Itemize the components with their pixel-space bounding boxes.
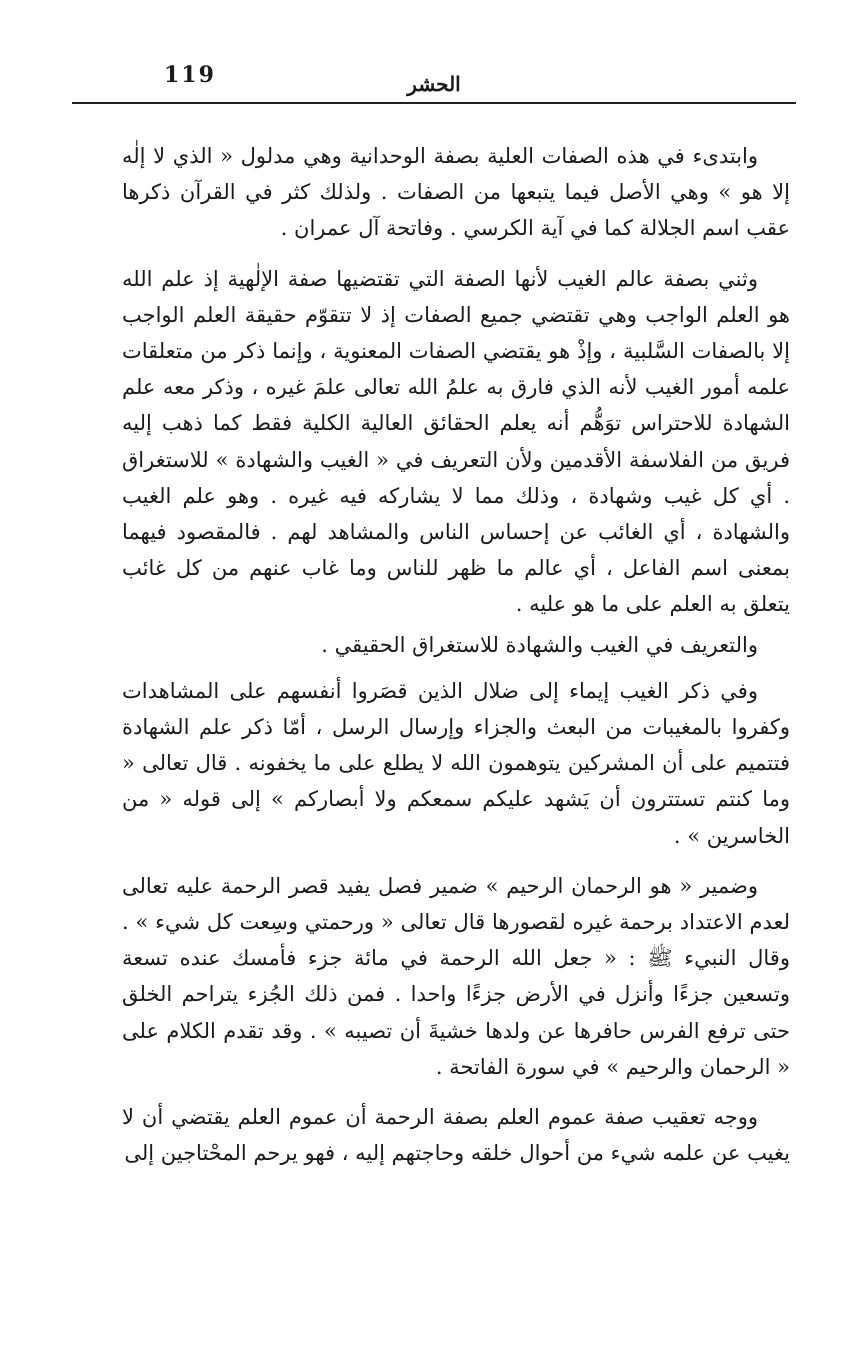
header-rule <box>72 102 796 104</box>
page-number: 119 <box>164 62 216 88</box>
paragraph-4: وفي ذكر الغيب إيماء إلى ضلال الذين قصَروا أنفسهم على المشاهدات وكفروا بالمغيبات من البعث والجزاء وإرسال الرسل ، أمّا ذكر علم الشهادة فتتميم على أن المشركين يتوهمون الله لا يطلع على ما يخفونه . قال تعالى « وما كنتم تستترون أن يَشهد عليكم سمعكم ولا أبصاركم » إلى قوله « من الخاسرين » . <box>122 678 790 848</box>
paragraph-1: وابتدىء في هذه الصفات العلية بصفة الوحدانية وهي مدلول « الذي لا إلٰه إلا هو » وهي الأصل فيما يتبعها من الصفات . ولذلك كثر في القرآن ذكرها عقب اسم الجلالة كما في آية الكرسي . وفاتحة آل عمران . <box>122 144 790 241</box>
paragraph-2: وثني بصفة عالم الغيب لأنها الصفة التي تقتضيها صفة الإلٰهية إذ علم الله هو العلم الواجب وهي تقتضي جميع الصفات إذ لا تتقوّم حقيقة العلم الواجب إلا بالصفات السَّلبية ، وإذْ هو يقتضي الصفات المعنوية ، وإنما ذكر من متعلقات علمه أمور الغيب لأنه الذي فارق به علمُ الله تعالى علمَ غيره ، وذكر معه علم الشهادة للاحتراس توَهُّم أنه يعلم الحقائق العالية الكلية فقط كما ذهب إليه فريق من الفلاسفة الأقدمين ولأن التعريف في « الغيب والشهادة » للاستغراق . أي كل غيب وشهادة ، وذلك مما لا يشاركه فيه غيره . وهو علم الغيب والشهادة ، أي الغائب عن إحساس الناس والمشاهد لهم . فالمقصود فيهما بمعنى اسم الفاعل ، أي عالم ما ظهر للناس وما غاب عنهم من كل غائب يتعلق به العلم على ما هو عليه . <box>122 266 790 617</box>
page-header <box>72 58 796 104</box>
paragraph-3: والتعريف في الغيب والشهادة للاستغراق الحقيقي . <box>321 632 758 657</box>
running-title: الحشر <box>407 72 461 96</box>
body-text <box>122 138 790 1185</box>
paragraph-6: ووجه تعقيب صفة عموم العلم بصفة الرحمة أن عموم العلم يقتضي أن لا يغيب عن علمه شيء من أحوال خلقه وحاجتهم إليه ، فهو يرحم المحْتاجين إلى <box>122 1105 790 1166</box>
paragraph-5: وضمير « هو الرحمان الرحيم » ضمير فصل يفيد قصر الرحمة عليه تعالى لعدم الاعتداد برحمة غيره لقصورها قال تعالى « ورحمتي وسِعت كل شيء » . وقال النبيء ﷺ : « جعل الله الرحمة في مائة جزء فأمسك عنده تسعة وتسعين جزءًا وأنزل في الأرض جزءًا واحدا . فمن ذلك الجُزء يتراحم الخلق حتى ترفع الفرس حافرها عن ولدها خشيةَ أن تصيبه » . وقد تقدم الكلام على « الرحمان والرحيم » في سورة الفاتحة . <box>122 873 790 1079</box>
